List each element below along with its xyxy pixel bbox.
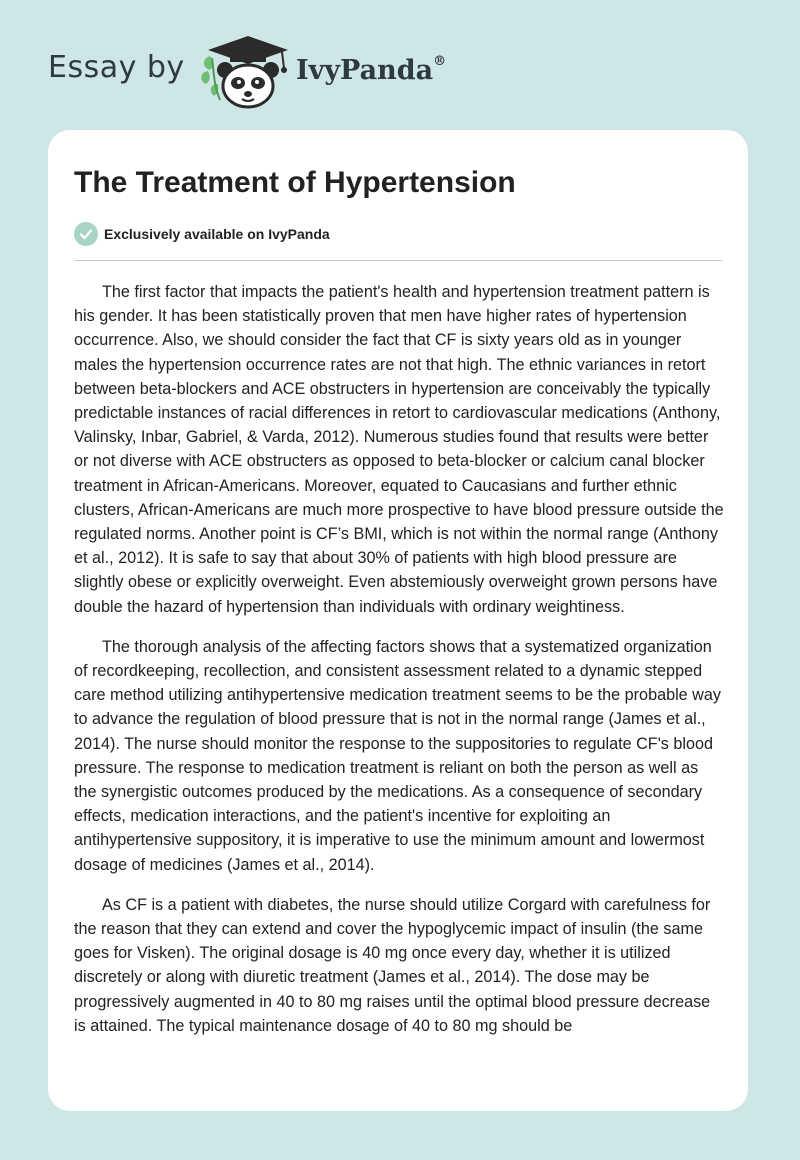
divider (74, 260, 722, 261)
paragraph: The first factor that impacts the patient's health and hypertension treatment pattern is his gender. It has been statistically proven that men have higher rates of hypertension occurrence. Also, we should consider the fact that CF is sixty years old as in younger males the hypertension occurrence rates are not that high. The ethnic variances in retort between beta-blockers and ACE obstructers in hypertension are conceivably the typically predictable instances of racial differences in retort to cardiovascular medications (Anthony, Valinsky, Inbar, Gabriel, & Varda, 2012). Numerous studies found that results were better or not diverse with ACE obstructers as opposed to beta-blocker or calcium canal blocker treatment in African-Americans. Moreover, equated to Caucasians and further ethnic clusters, African-Americans are much more prospective to have blood pressure outside the regulated norms. Another point is CF’s BMI, which is not within the normal range (Anthony et al., 2012). It is safe to say that about 30% of patients with high blood pressure are slightly obese or explicitly overweight. Even abstemiously overweight grown persons have double the hazard of hypertension than individuals with ordinary weightiness. (74, 283, 724, 616)
brand-name-text: IvyPanda (296, 55, 434, 86)
brand-name (296, 55, 446, 86)
page-title: The Treatment of Hypertension (74, 166, 516, 199)
brand-prefix: Essay by (48, 50, 185, 85)
check-circle-icon (74, 222, 98, 246)
exclusive-badge-label: Exclusively available on IvyPanda (104, 226, 330, 242)
panda-graduation-cap-logo-icon[interactable] (200, 34, 296, 110)
site-header (0, 0, 800, 130)
registered-mark: ® (433, 54, 447, 69)
article-body (74, 280, 724, 1054)
paragraph: As CF is a patient with diabetes, the nurse should utilize Corgard with carefulness for the reason that they can extend and cover the hypoglycemic impact of insulin (the same goes for Visken). The original dosage is 40 mg once every day, whether it is utilized discretely or along with diuretic treatment (James et al., 2014). The dose may be progressively augmented in 40 to 80 mg raises until the optimal blood pressure decrease is attained. The typical maintenance dosage of 40 to 80 mg should be (74, 895, 711, 1035)
article-card (48, 130, 748, 1111)
exclusive-badge (74, 221, 330, 247)
paragraph: The thorough analysis of the affecting factors shows that a systematized organization of recordkeeping, recollection, and consistent assessment related to a dynamic stepped care method utilizing antihypertensive medication treatment seems to be the probable way to advance the regulation of blood pressure that is not in the normal range (James et al., 2014). The nurse should monitor the response to the suppositories to regulate CF's blood pressure. The response to medication treatment is reliant on both the person as well as the synergistic outcomes produced by the medications. As a consequence of secondary effects, medication interactions, and the patient's incentive for exploiting an antihypertensive suppository, it is imperative to use the minimum amount and lowermost dosage of medicines (James et al., 2014). (74, 637, 721, 874)
